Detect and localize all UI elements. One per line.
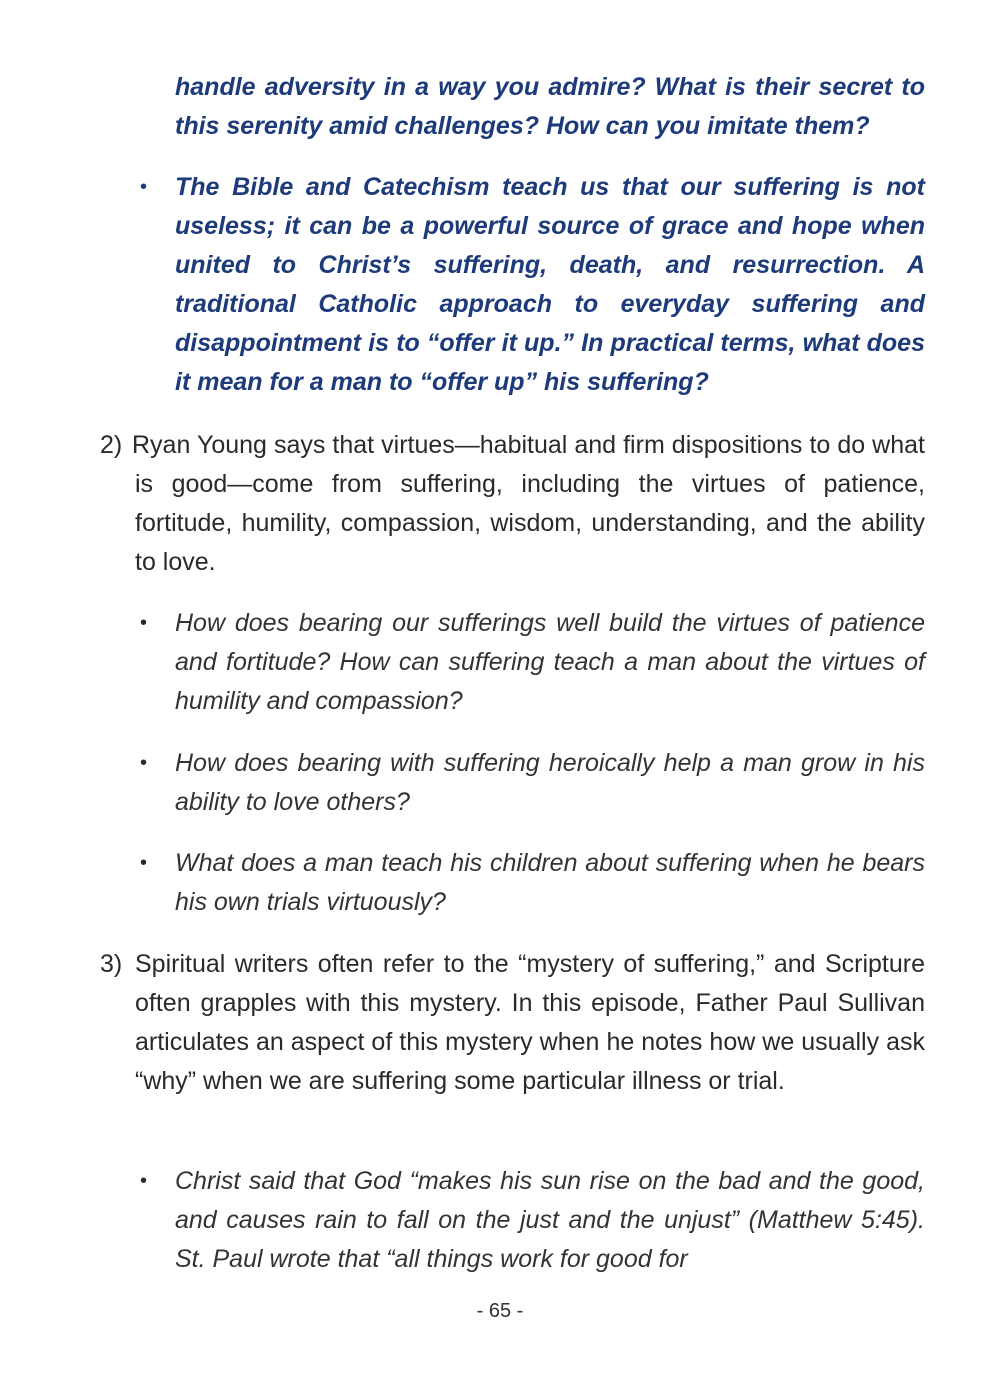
bullet-icon: • [140,1170,148,1192]
continued-question-text: handle adversity in a way you admire? What is their secret to this serenity amid challenges? How can you imitate them? [175,73,925,140]
bullet-icon: • [140,752,148,774]
item-2-paragraph: Ryan Young says that virtues—habitual and firm dispositions to do what is good—come from suffering, including the virtues of patience, fortitude, humility, compassion, wisdom, understanding, and the ability to love. [132,431,925,576]
item-2-text [132,426,925,582]
item-2-bullet-2: How does bearing with suffering heroically help a man grow in his ability to love others? [175,749,925,816]
bullet-icon: • [140,176,148,198]
item-2-number: 2) [100,431,123,459]
item-3-number: 3) [100,950,123,978]
item-2-bullet-3: What does a man teach his children about suffering when he bears his own trials virtuously? [175,849,925,916]
bullet-icon: • [140,852,148,874]
page-number: - 65 - [476,1300,524,1322]
item-3-bullet-1: Christ said that God “makes his sun rise on the bad and the good, and causes rain to fall on the just and the unjust” (Matthew 5:45). St. Paul wrote that “all things work for good for [175,1167,925,1273]
item-3-paragraph: Spiritual writers often refer to the “mystery of suffering,” and Scripture often grapples with this mystery. In this episode, Father Paul Sullivan articulates an aspect of this mystery when he notes how we usually ask “why” when we are suffering some particular illness or trial. [135,950,925,1095]
offer-up-question-text: The Bible and Catechism teach us that our suffering is not useless; it can be a powerful source of grace and hope when united to Christ’s suffering, death, and resurrection. A traditional Catholic approach to everyday suffering and disappointment is to “offer it up.” In practical terms, what does it mean for a man to “offer up” his suffering? [175,173,925,396]
item-2-bullet-1: How does bearing our sufferings well build the virtues of patience and fortitude? How can suffering teach a man about the virtues of humility and compassion? [175,609,925,715]
bullet-icon: • [140,612,148,634]
